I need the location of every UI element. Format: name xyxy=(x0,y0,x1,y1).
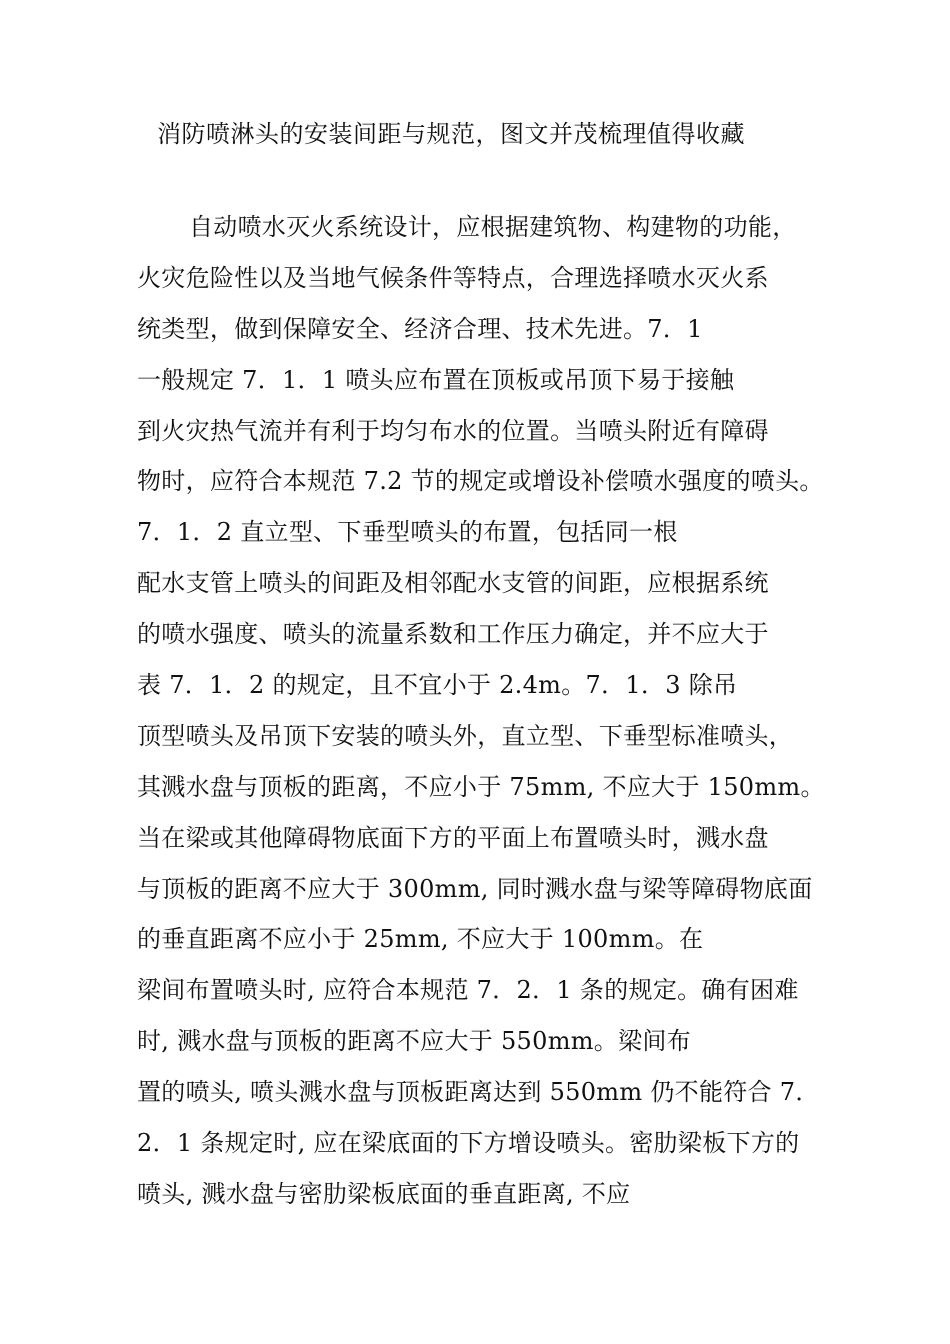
body-line: 7．1．2 直立型、下垂型喷头的布置，包括同一根 xyxy=(137,518,678,547)
body-line: 置的喷头, 喷头溅水盘与顶板距离达到 550mm 仍不能符合 7． xyxy=(137,1078,820,1107)
body-line: 其溅水盘与顶板的距离，不应小于 75mm, 不应大于 150mm。 xyxy=(137,772,825,801)
body-line: 物时，应符合本规范 7.2 节的规定或增设补偿喷水强度的喷头。 xyxy=(137,467,824,496)
document-body xyxy=(137,210,837,1228)
body-line: 火灾危险性以及当地气候条件等特点，合理选择喷水灭火系 xyxy=(137,263,769,292)
body-line: 配水支管上喷头的间距及相邻配水支管的间距，应根据系统 xyxy=(137,569,769,598)
body-line: 2．1 条规定时, 应在梁底面的下方增设喷头。密肋梁板下方的 xyxy=(137,1129,800,1158)
body-line: 的喷水强度、喷头的流量系数和工作压力确定，并不应大于 xyxy=(137,620,769,649)
body-line: 到火灾热气流并有利于均匀布水的位置。当喷头附近有障碍 xyxy=(137,416,769,445)
body-line: 顶型喷头及吊顶下安装的喷头外，直立型、下垂型标准喷头， xyxy=(137,721,794,750)
body-line: 自动喷水灭火系统设计，应根据建筑物、构建物的功能， xyxy=(189,213,797,241)
body-line: 统类型，做到保障安全、经济合理、技术先进。7．1 xyxy=(137,314,703,343)
body-line: 一般规定 7．1．1 喷头应布置在顶板或吊顶下易于接触 xyxy=(137,365,735,394)
body-line: 的垂直距离不应小于 25mm, 不应大于 100mm。在 xyxy=(137,925,704,954)
body-line: 梁间布置喷头时, 应符合本规范 7．2．1 条的规定。确有困难 xyxy=(137,976,799,1005)
body-line: 与顶板的距离不应大于 300mm, 同时溅水盘与梁等障碍物底面 xyxy=(137,874,813,903)
body-line: 当在梁或其他障碍物底面下方的平面上布置喷头时，溅水盘 xyxy=(137,823,769,852)
body-line: 时, 溅水盘与顶板的距离不应大于 550mm。梁间布 xyxy=(137,1027,692,1056)
body-line: 表 7．1．2 的规定，且不宜小于 2.4m。7．1．3 除吊 xyxy=(137,671,738,700)
document-title: 消防喷淋头的安装间距与规范，图文并茂梳理值得收藏 xyxy=(157,120,745,148)
body-line: 喷头, 溅水盘与密肋梁板底面的垂直距离, 不应 xyxy=(137,1179,631,1208)
